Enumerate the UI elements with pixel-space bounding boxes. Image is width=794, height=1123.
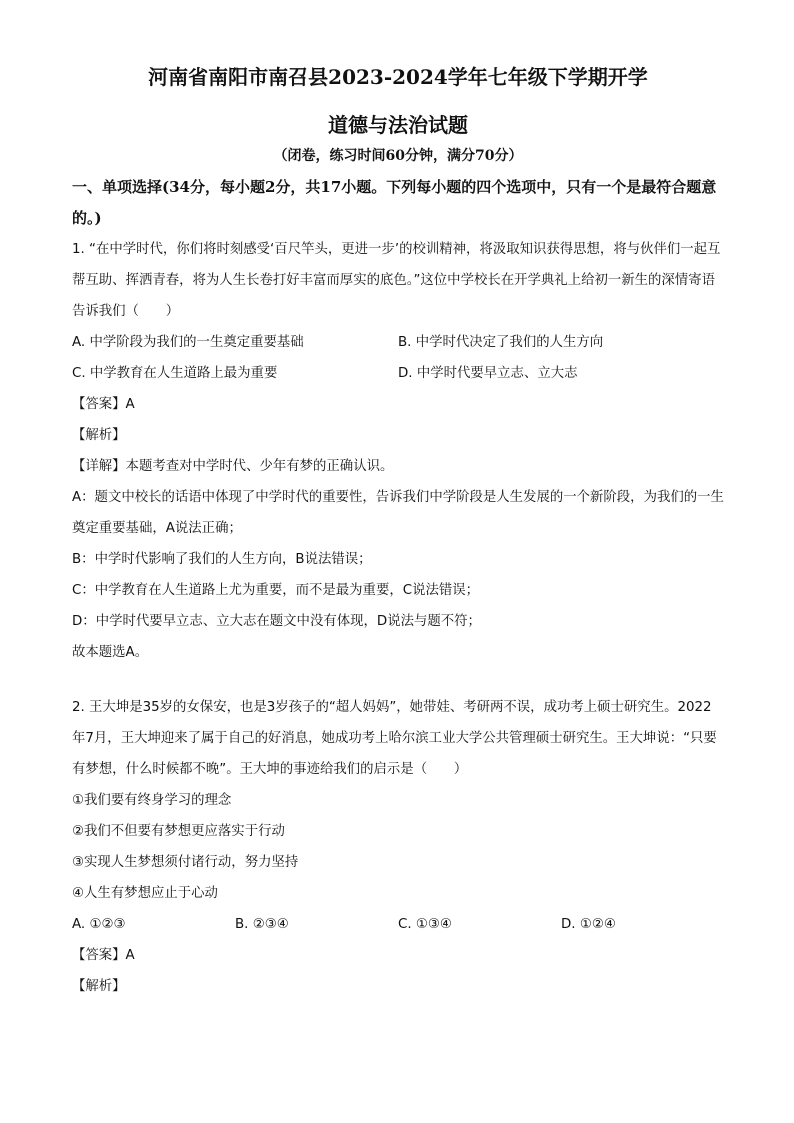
question-1-option-b: B. 中学时代决定了我们的人生方向 xyxy=(398,335,604,350)
question-1-option-a: A. 中学阶段为我们的一生奠定重要基础 xyxy=(72,335,304,350)
question-1-explain-d: D：中学时代要早立志、立大志在题文中没有体现，D说法与题不符； xyxy=(72,614,481,629)
question-2-stem: 2. 王大坤是35岁的女保安，也是3岁孩子的“超人妈妈”，她带娃、考研两不误，成功考上硕士研究生。2022年7月，王大坤迎来了属于自己的好消息，她成功考上哈尔滨工业大学公共管理硕士研究生。王大坤说：“只要有梦想，什么时候都不晚”。王大坤的事迹给我们的启示是（ ） xyxy=(72,700,717,777)
question-1-explain-c: C：中学教育在人生道路上尤为重要，而不是最为重要，C说法错误； xyxy=(72,583,480,598)
question-2-answer: 【答案】A xyxy=(72,948,135,963)
question-1-options-row2 xyxy=(72,358,724,389)
question-1-explain-b: B：中学时代影响了我们的人生方向，B说法错误； xyxy=(72,552,372,567)
question-2-item-2: ②我们不但要有梦想更应落实于行动 xyxy=(72,824,285,839)
question-2-option-c: C. ①③④ xyxy=(398,917,452,932)
question-1-detail: 【详解】本题考查对中学时代、少年有梦的正确认识。 xyxy=(72,459,394,474)
question-2-options xyxy=(72,909,724,940)
question-1-answer: 【答案】A xyxy=(72,397,135,412)
question-1 xyxy=(72,234,724,668)
question-1-stem: 1. “在中学时代，你们将时刻感受‘百尺竿头，更进一步’的校训精神，将汲取知识获得思想，将与伙伴们一起互帮互助、挥洒青春，将为人生长卷打好丰富而厚实的底色。”这位中学校长在开学典礼上给初一新生的深情寄语告诉我们（ ） xyxy=(72,242,721,319)
question-1-analysis-label: 【解析】 xyxy=(72,428,126,443)
question-1-explain-a: A：题文中校长的话语中体现了中学时代的重要性，告诉我们中学阶段是人生发展的一个新阶段，为我们的一生奠定重要基础，A说法正确； xyxy=(72,490,724,536)
page-title: 河南省南阳市南召县2023-2024学年七年级下学期开学 xyxy=(148,65,648,89)
document-page xyxy=(72,62,724,1002)
question-2-option-a: A. ①②③ xyxy=(72,917,126,932)
question-1-option-d: D. 中学时代要早立志、立大志 xyxy=(398,366,578,381)
question-2-option-b: B. ②③④ xyxy=(235,917,289,932)
section-heading: 一、单项选择(34分，每小题2分，共17小题。下列每小题的四个选项中，只有一个是最符合题意的。) xyxy=(72,178,717,227)
question-2-option-d: D. ①②④ xyxy=(561,917,616,932)
question-1-option-c: C. 中学教育在人生道路上最为重要 xyxy=(72,366,278,381)
question-2-analysis-label: 【解析】 xyxy=(72,979,126,994)
spacer xyxy=(72,668,724,692)
question-2-item-1: ①我们要有终身学习的理念 xyxy=(72,793,232,808)
question-1-options-row1 xyxy=(72,327,724,358)
question-2-item-3: ③实现人生梦想须付诸行动，努力坚持 xyxy=(72,855,299,870)
question-2 xyxy=(72,692,724,1002)
question-2-item-4: ④人生有梦想应止于心动 xyxy=(72,886,218,901)
exam-note: （闭卷，练习时间60分钟，满分70分） xyxy=(273,148,523,164)
question-1-conclusion: 故本题选A。 xyxy=(72,645,149,660)
page-subtitle: 道德与法治试题 xyxy=(328,113,468,137)
